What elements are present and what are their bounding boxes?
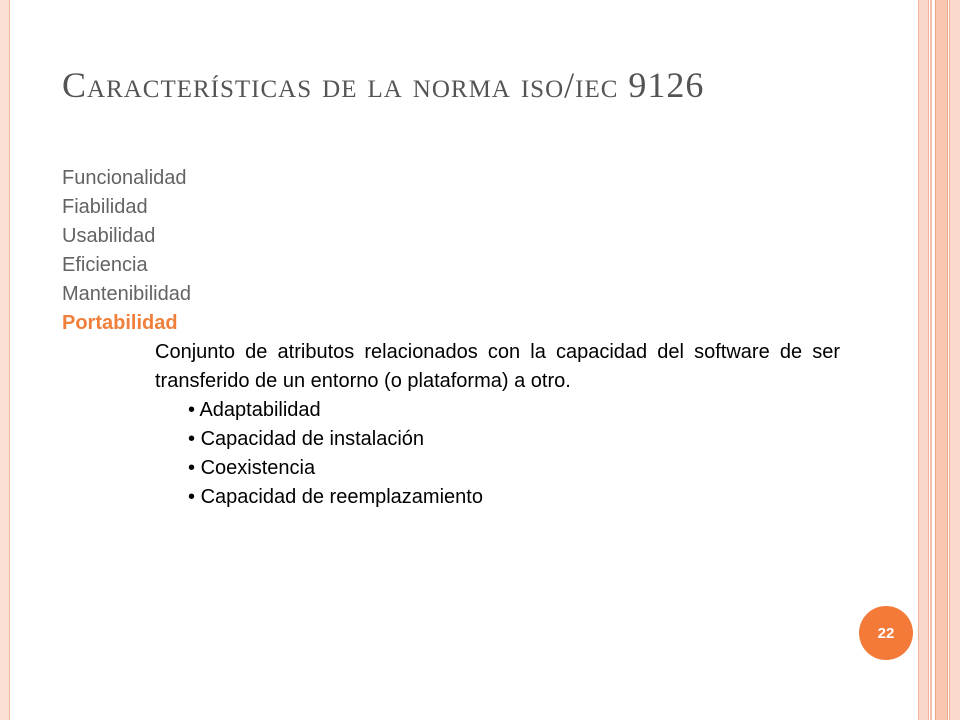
subcharacteristic-item: • Capacidad de instalación: [188, 425, 483, 454]
page-number-badge: 22: [859, 606, 913, 660]
slide-title: Características de la norma iso/iec 9126: [62, 65, 705, 105]
right-stripe-decoration: [918, 0, 929, 720]
characteristic-item: Fiabilidad: [62, 196, 148, 218]
right-stripe-decoration: [935, 0, 948, 720]
right-stripe-decoration: [949, 0, 960, 720]
characteristic-item: Usabilidad: [62, 225, 156, 247]
portability-description: Conjunto de atributos relacionados con la capacidad del software de ser transferido de un entorno (o plataforma) a otro.: [155, 341, 840, 392]
characteristic-item: Funcionalidad: [62, 167, 187, 189]
right-stripe-decoration: [930, 0, 932, 720]
characteristics-list: [62, 164, 191, 338]
characteristic-item: Mantenibilidad: [62, 283, 191, 305]
subcharacteristics-list: [188, 396, 483, 512]
subcharacteristic-item: • Adaptabilidad: [188, 396, 483, 425]
left-border-decoration: [0, 0, 9, 720]
characteristic-item-active: Portabilidad: [62, 312, 178, 334]
characteristic-item: Eficiencia: [62, 254, 148, 276]
subcharacteristic-item: • Capacidad de reemplazamiento: [188, 483, 483, 512]
subcharacteristic-item: • Coexistencia: [188, 454, 483, 483]
